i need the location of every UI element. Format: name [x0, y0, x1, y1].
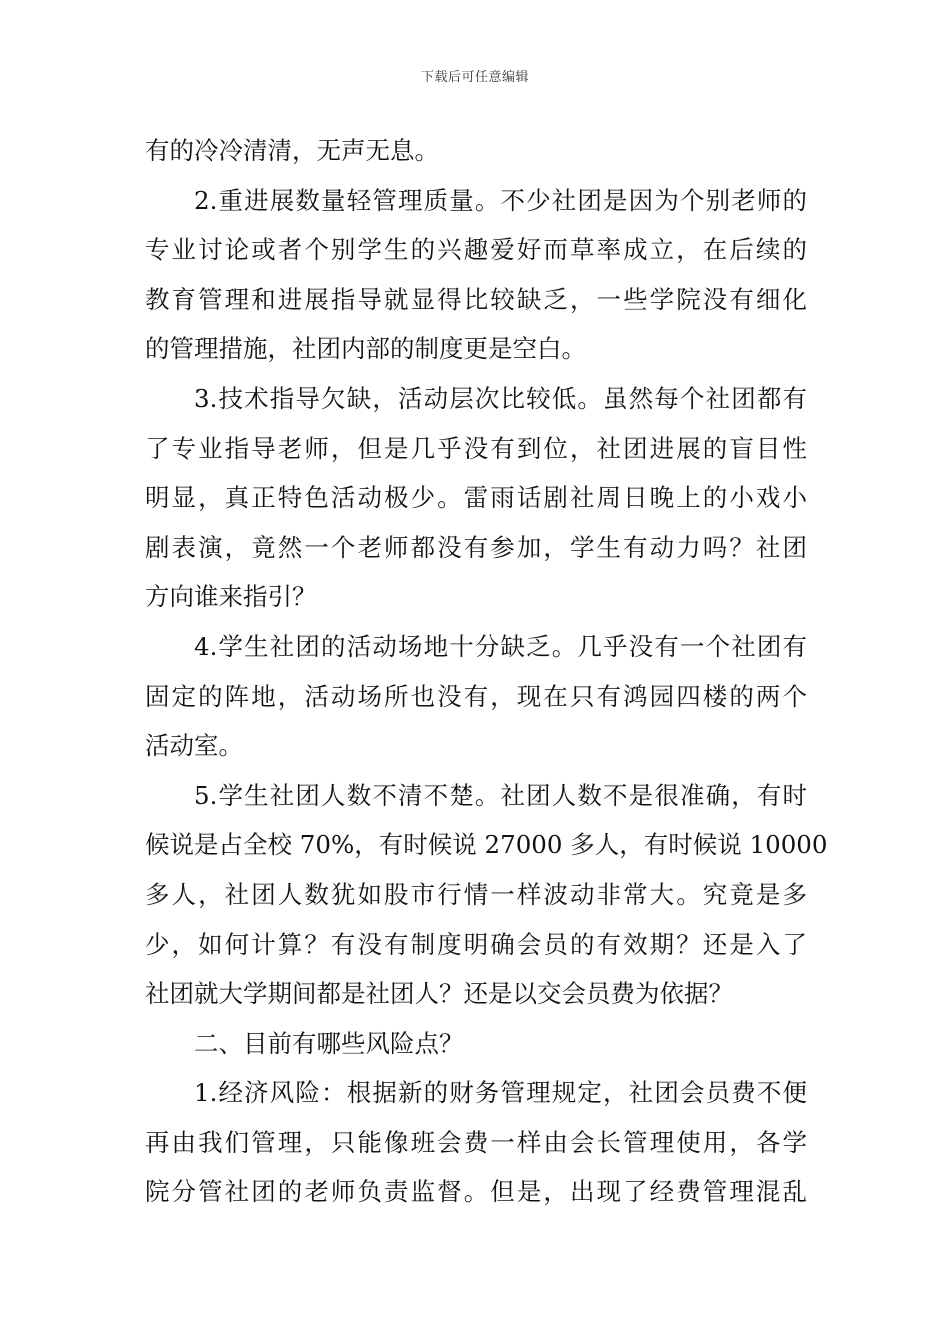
text-line: 有的冷冷清清，无声无息。 — [145, 136, 439, 165]
text-line: 候说是占全校 70%，有时候说 27000 多人，有时候说 10000 — [145, 830, 828, 860]
text-line: 专业讨论或者个别学生的兴趣爱好而草率成立，在后续的 — [145, 235, 807, 265]
paragraph-start-line: 5.学生社团人数不清不楚。社团人数不是很准确，有时 — [194, 780, 807, 810]
page-header: 下载后可任意编辑 — [420, 70, 529, 85]
text-line: 少，如何计算？有没有制度明确会员的有效期？还是入了 — [145, 929, 807, 959]
text-line: 再由我们管理，只能像班会费一样由会长管理使用，各学 — [145, 1127, 807, 1157]
paragraph-start-line: 1.经济风险：根据新的财务管理规定，社团会员费不便 — [194, 1078, 807, 1108]
body-text — [145, 126, 828, 1217]
text-line: 的管理措施，社团内部的制度更是空白。 — [145, 334, 586, 364]
section-heading: 二、目前有哪些风险点？ — [194, 1028, 464, 1058]
paragraph-start-line: 2.重进展数量轻管理质量。不少社团是因为个别老师的 — [194, 185, 807, 215]
text-line: 明显，真正特色活动极少。雷雨话剧社周日晚上的小戏小 — [145, 483, 807, 513]
text-line: 固定的阵地，活动场所也没有，现在只有鸿园四楼的两个 — [145, 681, 807, 711]
text-line: 多人，社团人数犹如股市行情一样波动非常大。究竟是多 — [145, 879, 807, 909]
paragraph-start-line: 4.学生社团的活动场地十分缺乏。几乎没有一个社团有 — [194, 631, 807, 661]
text-line: 社团就大学期间都是社团人？还是以交会员费为依据？ — [145, 979, 733, 1009]
text-line: 了专业指导老师，但是几乎没有到位，社团进展的盲目性 — [145, 433, 807, 463]
text-line: 活动室。 — [145, 731, 243, 761]
text-line: 教育管理和进展指导就显得比较缺乏，一些学院没有细化 — [145, 284, 807, 314]
text-line: 方向谁来指引？ — [145, 582, 317, 612]
text-line: 剧表演，竟然一个老师都没有参加，学生有动力吗？社团 — [145, 532, 807, 562]
paragraph-start-line: 3.技术指导欠缺，活动层次比较低。虽然每个社团都有 — [194, 383, 807, 413]
text-line: 院分管社团的老师负责监督。但是，出现了经费管理混乱 — [145, 1177, 807, 1207]
